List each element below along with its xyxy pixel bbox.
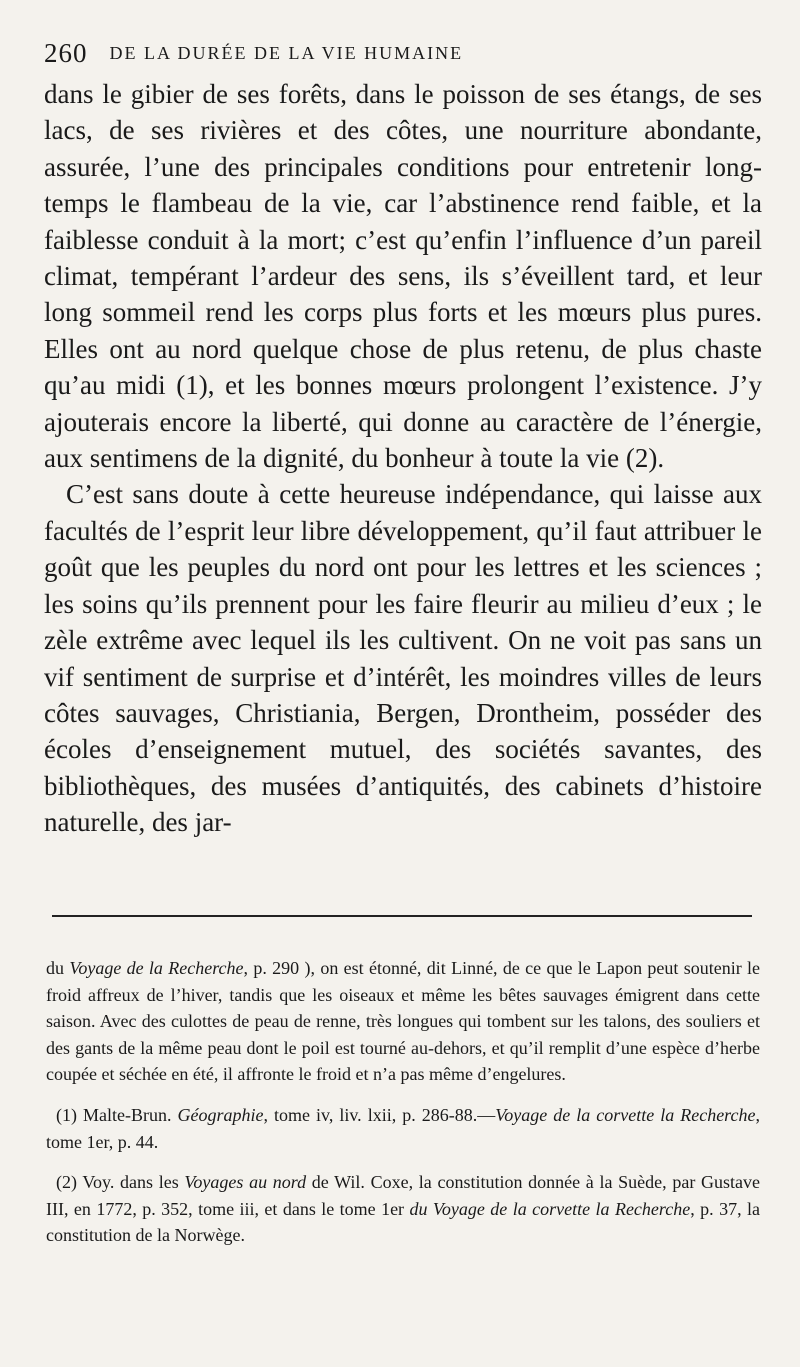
page-header xyxy=(44,36,760,70)
footnote-cont-pre: du xyxy=(46,958,70,978)
footnote-1-e: , tome 1er, p. 44. xyxy=(46,1104,760,1152)
footnote-divider xyxy=(52,915,752,917)
footnotes xyxy=(46,955,760,1249)
paragraph-1: dans le gibier de ses forêts, dans le poisson de ses étangs, de ses lacs, de ses rivières et des côtes, une nourriture abondante, assurée, l’une des principales conditions pour entretenir long-temps le flambeau de la vie, car l’abstinence rend faible, et la faiblesse conduit à la mort; c’est qu’enfin l’influence d’un pareil climat, tempérant l’ardeur des sens, ils s’éveillent tard, et leur long sommeil rend les corps plus forts et les mœurs plus pures. Elles ont au nord quelque chose de plus retenu, de plus chaste qu’au midi (1), et les bonnes mœurs prolongent l’existence. J’y ajouterais encore la liberté, qui donne au caractère de l’énergie, aux sentimens de la dignité, du bonheur à toute la vie (2). xyxy=(44,79,762,474)
footnote-2-e: , p. 37, la constitution de la Norwège. xyxy=(46,1198,760,1246)
footnote-1-d: Voyage de la corvette la Recherche xyxy=(495,1104,756,1125)
main-text xyxy=(44,76,762,841)
footnote-2-c: de Wil. Coxe, la constitution donnée à la Suède, par Gustave III, en 1772, p. 352, tome iii, et dans le tome 1er xyxy=(46,1172,760,1219)
footnote-cont-title: Voyage de la Recherche xyxy=(69,958,244,978)
footnote-cont-text: , p. 290 ), on est étonné, dit Linné, de ce que le Lapon peut soutenir le froid affreux de l’hiver, tandis que les oiseaux et même les bêtes sauvages émigrent dans cette saison. Avec des culottes de peau de renne, très longues qui tombent sur les talons, des souliers et des gants de la même peau dont le poil est tourné au-dehors, et qu’il remplit d’une espèce d’herbe coupée et séchée en été, il affronte le froid et n’a pas même d’engelures. xyxy=(46,958,761,1085)
paragraph-2: C’est sans doute à cette heureuse indépendance, qui laisse aux facultés de l’esprit leur libre développement, qu’il faut attribuer le goût que les peuples du nord ont pour les lettres et les sciences ; les soins qu’ils prennent pour les faire fleurir au milieu d’eux ; le zèle extrême avec lequel ils les cultivent. On ne voit pas sans un vif sentiment de surprise et d’intérêt, les moindres villes de leurs côtes sauvages, Christiania, Bergen, Drontheim, posséder des écoles d’enseignement mutuel, des sociétés savantes, des bibliothèques, des musées d’antiquités, des cabinets d’histoire naturelle, des jar- xyxy=(44,479,762,838)
footnote-1-b: Géographie xyxy=(177,1104,264,1125)
footnote-1-c: , tome iv, liv. lxii, p. 286-88.— xyxy=(263,1104,496,1125)
footnote-2-d: du Voyage de la corvette la Recherche xyxy=(409,1198,691,1219)
footnote-2-a: (2) Voy. dans les xyxy=(56,1172,185,1193)
page-number: 260 xyxy=(44,37,88,68)
footnote-2 xyxy=(46,1169,760,1249)
footnote-1-a: (1) Malte-Brun. xyxy=(56,1104,178,1125)
footnote-continuation xyxy=(46,955,760,1088)
footnote-1 xyxy=(46,1102,760,1155)
running-title: DE LA DURÉE DE LA VIE HUMAINE xyxy=(109,42,464,63)
footnote-2-b: Voyages au nord xyxy=(184,1172,307,1193)
